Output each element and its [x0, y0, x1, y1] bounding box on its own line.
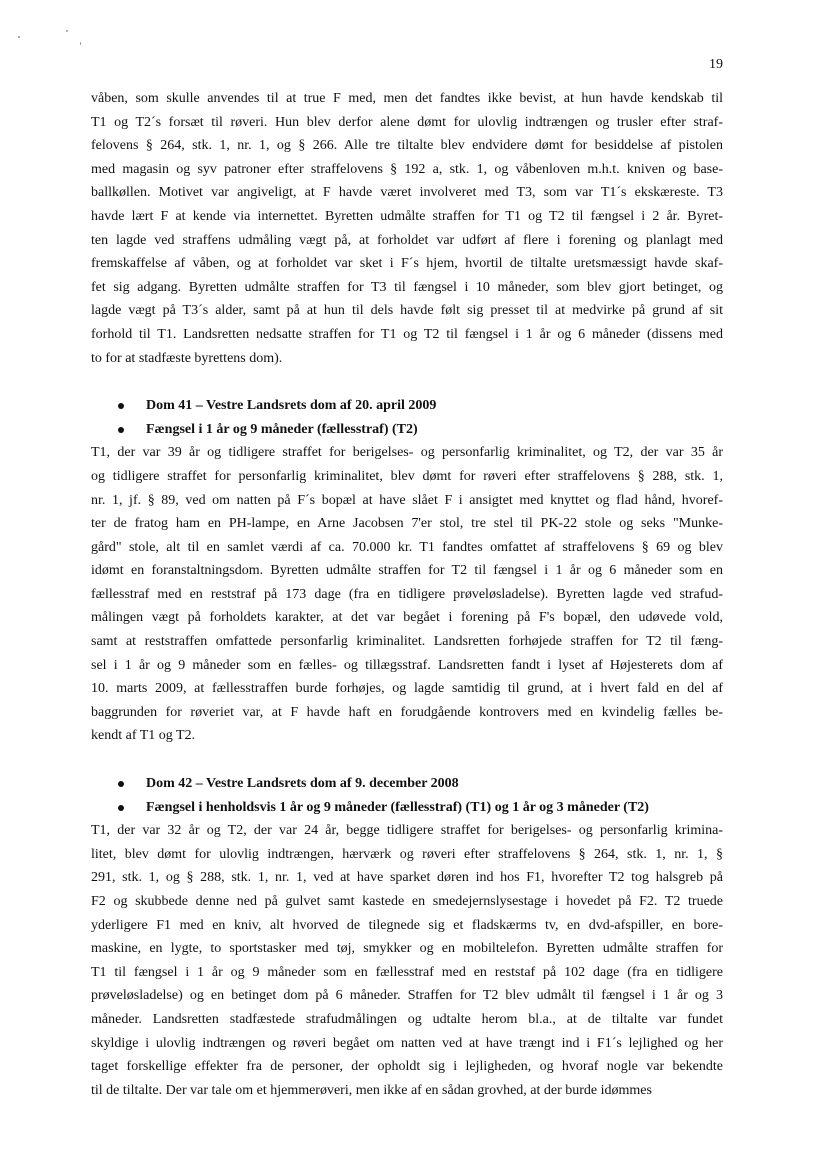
text-line: ballkøllen. Motivet var angiveligt, at F havde været involveret med T3, som var T1´s ekskæreste. T3 — [91, 185, 723, 201]
text-line: samt at reststraffen omfattede personfarlig kriminalitet. Landsretten forhøjede straffen for T2 til fæng- — [91, 634, 723, 650]
case-42-sentence-text: Fængsel i henholdsvis 1 år og 9 måneder (fællesstraf) (T1) og 1 år og 3 måneder (T2) — [146, 799, 649, 815]
text-line: T1, der var 39 år og tidligere straffet for berigelses- og personfarlig kriminalitet, og T2, der var 35 år — [91, 445, 723, 461]
text-line: T1, der var 32 år og T2, der var 24 år, begge tidligere straffet for berigelses- og personfarlig krimina- — [91, 823, 723, 839]
case-41-heading — [91, 394, 723, 418]
text-line: F2 og skubbede denne ned på gulvet samt kastede en smedejernslysestage i hovedet på F2. T2 truede — [91, 894, 723, 909]
text-line: til de tiltalte. Der var tale om et hjemmerøveri, men ikke af en sådan grovhed, at der burde idømmes — [91, 1082, 652, 1098]
case-41-body — [91, 441, 723, 748]
bullet-icon — [118, 403, 124, 409]
text-line: lagde vægt på T3´s alder, samt på at hun til dels havde følt sig presset til at medvirke på grund af sit — [91, 303, 723, 319]
text-line: med magasin og syv patroner efter straffelovens § 192 a, stk. 1, og våbenloven m.h.t. kniven og base- — [91, 161, 723, 177]
text-line: ter de fratog ham en PH-lampe, en Arne Jacobsen 7'er stol, tre stel til PK-22 stole og seks "Munke- — [91, 516, 723, 532]
text-line: yderligere F1 med en kniv, alt hvorved de tilegnede sig et fladskærms tv, en dvd-afspiller, en bore- — [91, 917, 723, 933]
intro-paragraph — [91, 87, 723, 370]
bullet-icon — [118, 805, 124, 811]
text-line: felovens § 264, stk. 1, nr. 1, og § 266. Alle tre tiltalte blev endvidere dømt for besiddelse af pistolen — [91, 138, 723, 154]
text-line: to for at stadfæste byrettens dom). — [91, 350, 283, 366]
text-line: litet, blev dømt for ulovlig indtrængen, hærværk og røveri efter straffelovens § 264, stk. 1, nr. 1, § — [91, 846, 723, 862]
text-line: havde lært F at kende via internettet. Byretten udmålte straffen for T1 og T2 til fængsel i 2 år. Byret- — [91, 208, 723, 224]
text-line: gård" stole, alt til en samlet værdi af ca. 70.000 kr. T1 fandtes omfattet af straffelovens § 69 og blev — [91, 539, 723, 555]
case-42-heading — [91, 772, 723, 796]
text-line: taget forskellige effekter fra de personer, der opholdt sig i lejligheden, og hvoraf nogle var bekendte — [91, 1059, 723, 1075]
case-41-heading-text: Dom 41 – Vestre Landsrets dom af 20. april 2009 — [146, 398, 437, 414]
text-line: fremskaffelse af våben, og at forholdet var sket i F´s hjem, hvortil de tiltalte uretsmæssigt havde skaf- — [91, 256, 723, 272]
text-line: idømt en foranstaltningsdom. Byretten udmålte straffen for T2 til fængsel i 1 år og 6 måneder som en — [91, 563, 723, 579]
text-line: forhold til T1. Landsretten nedsatte straffen for T1 og T2 til fængsel i 1 år og 6 måneder (dissens med — [91, 326, 723, 342]
text-line: prøveløsladelse) og en betinget dom på 6 måneder. Straffen for T2 blev udmålt til fængsel i 1 år og 3 — [91, 988, 723, 1004]
case-41-sentence — [91, 418, 723, 442]
text-line: og tidligere straffet for personfarlig kriminalitet, blev dømt for røveri efter straffelovens § 288, stk. 1, — [91, 468, 723, 484]
bullet-icon — [118, 781, 124, 787]
case-42-sentence — [91, 796, 723, 820]
scan-speck — [66, 30, 68, 32]
case-41-sentence-text: Fængsel i 1 år og 9 måneder (fællesstraf) (T2) — [146, 421, 418, 437]
text-line: baggrunden for røveriet var, at F havde haft en forudgående kontrovers med en kvindelig fælles be- — [91, 704, 723, 720]
page-content — [91, 87, 723, 1102]
text-line: våben, som skulle anvendes til at true F med, men det fandtes ikke bevist, at hun havde kendskab til — [91, 91, 723, 106]
text-line: kendt af T1 og T2. — [91, 728, 196, 744]
text-line: 10. marts 2009, at fællesstraffen burde forhøjes, og lagde samtidig til grund, at i hvert fald en del af — [91, 681, 723, 697]
text-line: maskine, en lygte, to sportstasker med tøj, smykker og en mobiltelefon. Byretten udmålte straffen for — [91, 941, 723, 957]
text-line: T1 og T2´s forsæt til røveri. Hun blev derfor alene dømt for ulovlig indtrængen og trusler efter straf- — [91, 114, 723, 130]
case-42-body — [91, 819, 723, 1102]
text-line: skyldige i ulovlig indtrængen og røveri begået om natten ved at have trængt ind i F1´s lejlighed og her — [91, 1035, 723, 1051]
scan-speck — [18, 36, 20, 38]
text-line: T1 til fængsel i 1 år og 9 måneder som en fællesstraf med en reststaf på 102 dage (fra en tidligere — [91, 964, 723, 980]
text-line: fællesstraf med en reststraf på 173 dage (fra en tidligere prøveløsladelse). Byretten lagde ved strafud- — [91, 586, 723, 602]
text-line: ten lagde ved straffens udmåling vægt på, at forholdet var udført af flere i forening og planlagt med — [91, 232, 723, 248]
bullet-icon — [118, 427, 124, 433]
case-42-heading-text: Dom 42 – Vestre Landsrets dom af 9. december 2008 — [146, 776, 459, 792]
text-line: målingen vægt på forholdets karakter, at det var begået i forening på F's bopæl, den udøvede vold, — [91, 610, 723, 626]
text-line: måneder. Landsretten stadfæstede strafudmålingen og udtalte herom bl.a., at de tiltalte var fundet — [91, 1011, 723, 1027]
case-42-bullets — [91, 772, 723, 819]
text-line: fet sig adgang. Byretten udmålte straffen for T3 til fængsel i 10 måneder, som blev gjort betinget, og — [91, 279, 723, 295]
page-number: 19 — [709, 57, 723, 72]
scan-speck — [80, 42, 81, 45]
text-line: 291, stk. 1, og § 288, stk. 1, nr. 1, ved at have sparket døren ind hos F1, hvorefter T2 tog halsgreb på — [91, 870, 723, 886]
text-line: nr. 1, jf. § 89, ved om natten på F´s bopæl at have slået F i ansigtet med knyttet og flad hånd, hvoref- — [91, 492, 723, 508]
text-line: sel i 1 år og 9 måneder som en fælles- og tillægsstraf. Landsretten fandt i lyset af Højesterets dom af — [91, 657, 723, 673]
case-41-bullets — [91, 394, 723, 441]
